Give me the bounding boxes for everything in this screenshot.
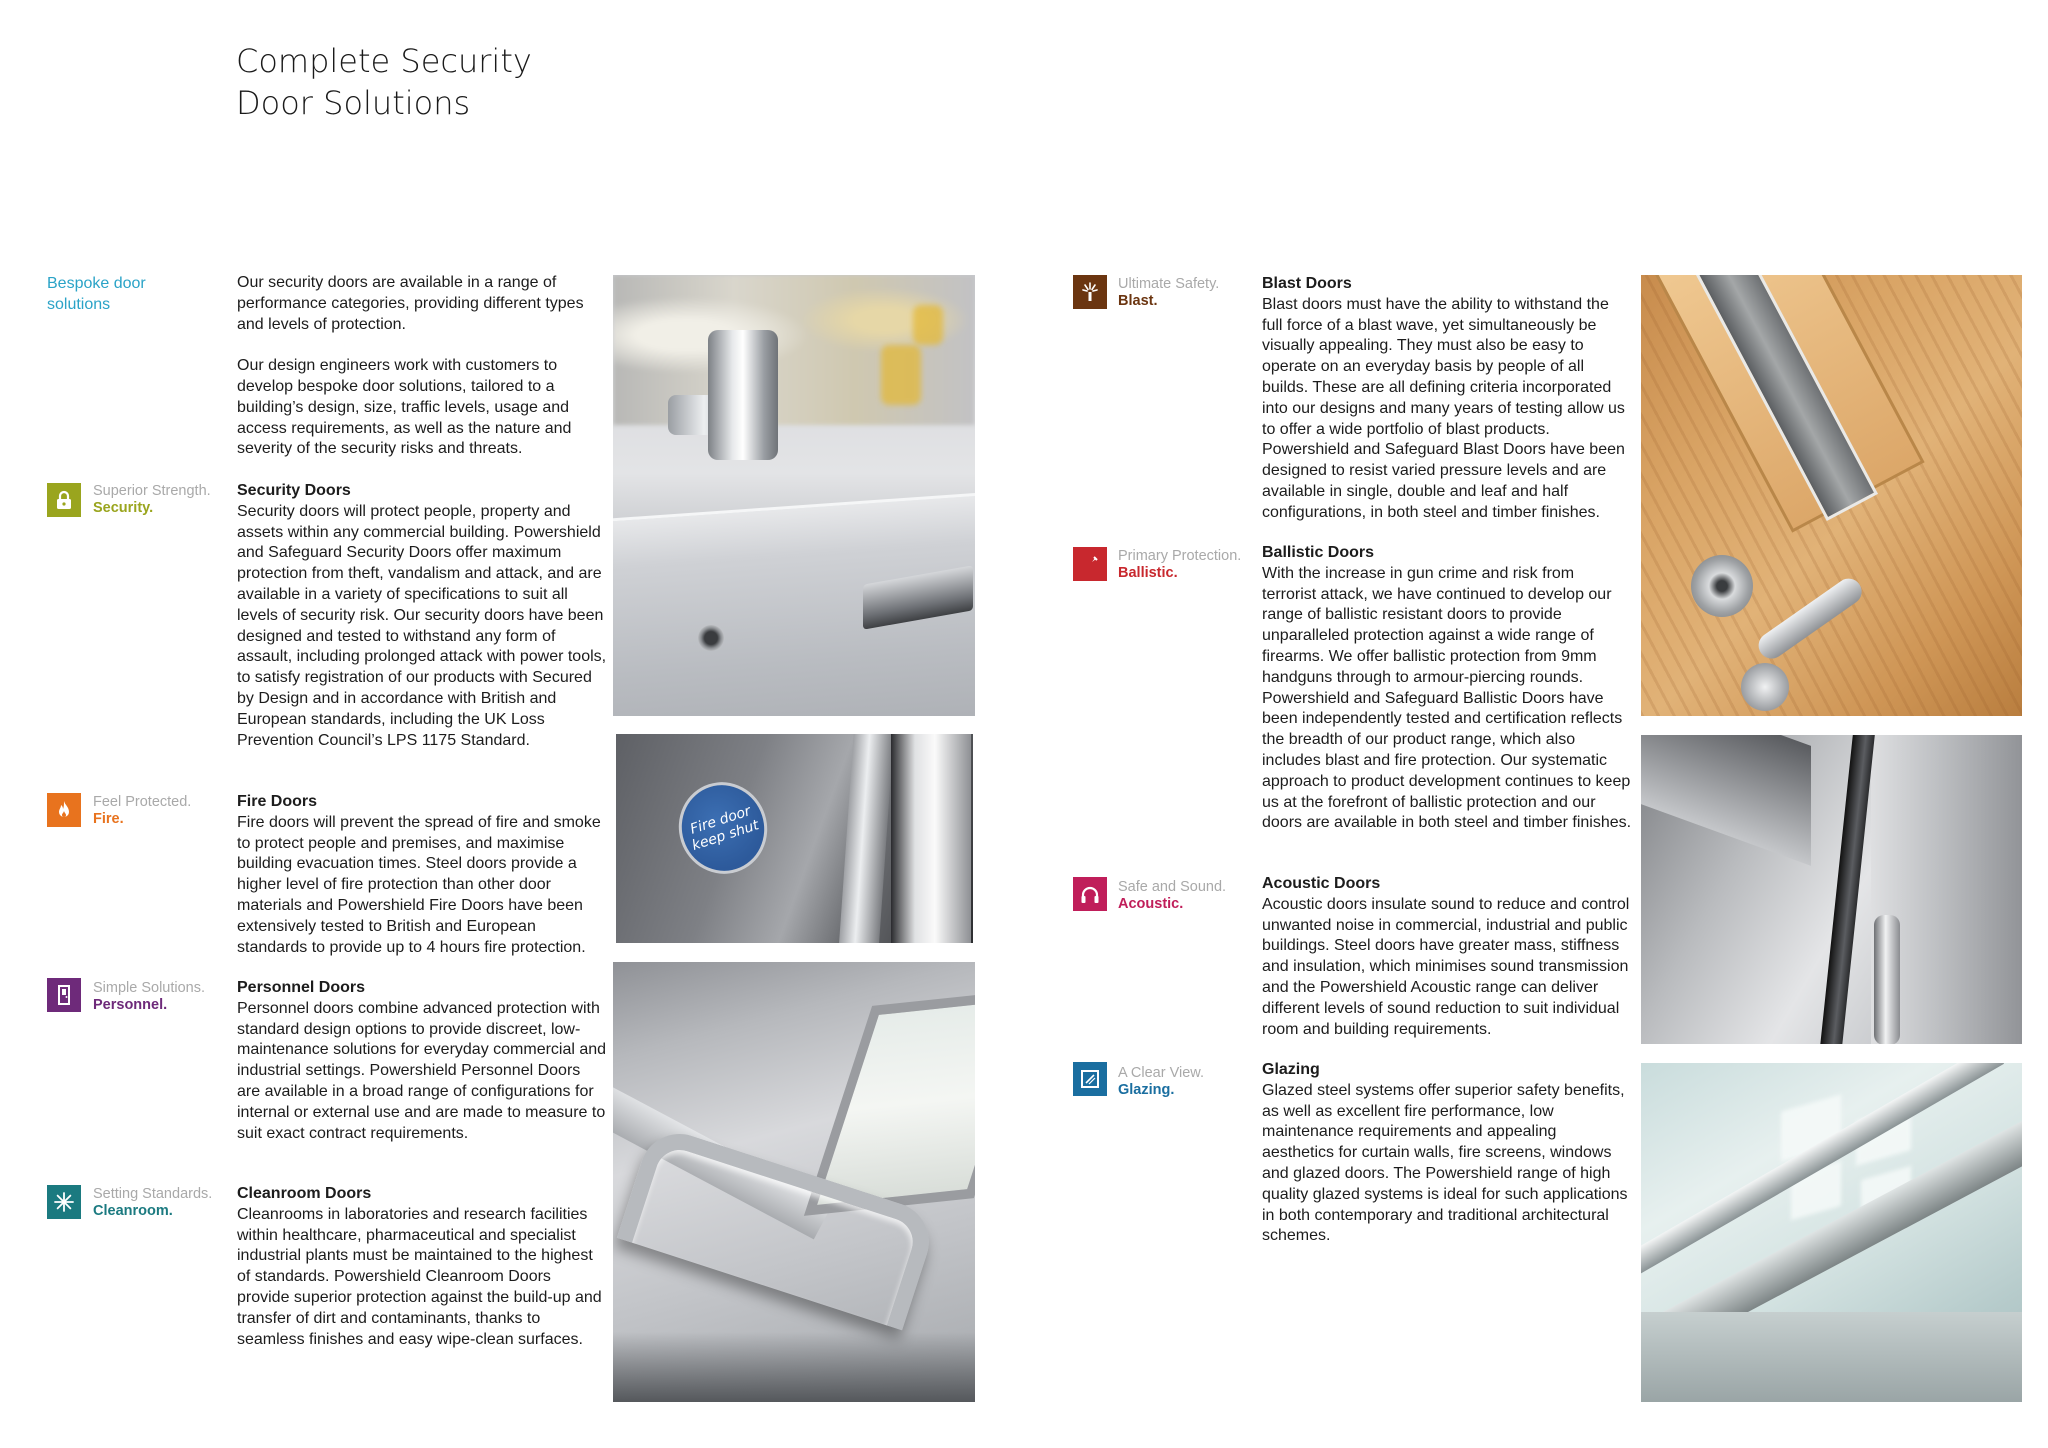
fire-text: Fire doors will prevent the spread of fire and smoke to protect people and premises, and maximise building evacuation times. Steel doors provide a higher level of fire protection than other door materials and Powershield Fire Doors have been extensively tested to British and European standards to provide up to 4 hours fire protection.: [237, 813, 601, 956]
fire-category: Fire.: [93, 811, 124, 827]
cleanroom-text: Cleanrooms in laboratories and research facilities within healthcare, pharmaceutical and specialist industrial plants must be maintained to the highest of standards. Powershield Cleanroom Doors provide superior protection against the build-up and transfer of dirt and contaminants, thanks to seamless finishes and easy wipe-clean surfaces.: [237, 1205, 602, 1348]
glazing-section: [1262, 1060, 1632, 1247]
acoustic-heading: Acoustic Doors: [1262, 875, 1381, 892]
photo-security-lock: [613, 275, 975, 716]
personnel-heading: Personnel Doors: [237, 979, 366, 996]
personnel-text: Personnel doors combine advanced protection with standard design options to provide discreet, low-maintenance solutions for everyday commercial and industrial settings. Powershield Personnel Doors are available in a broad range of configurations for internal or external use and are made to measure to suit exact contract requirements.: [237, 999, 607, 1142]
page-title-line-2: Door Solutions: [236, 84, 471, 122]
acoustic-tagline: [1118, 879, 1226, 913]
security-section: [237, 481, 607, 751]
page-title: [236, 40, 532, 124]
ballistic-text: With the increase in gun crime and risk from terrorist attack, we have continued to develop our range of ballistic resistant doors to provide unparalleled protection against a wide range of firearms. We offer ballistic protection from 9mm handguns through to armour-piercing rounds. Powershield and Safeguard Ballistic Doors have been independently tested and certification reflects the breadth of our product range, which also includes blast and fire protection. Our systematic approach to product development continues to keep us at the forefront of ballistic protection and our doors are available in both steel and timber finishes.: [1262, 564, 1632, 832]
glazing-category: Glazing.: [1118, 1082, 1175, 1098]
photo-timber-door: [1641, 275, 2022, 716]
fire-section: [237, 792, 607, 958]
intro-label: Bespoke door solutions: [47, 275, 146, 313]
cleanroom-tagline-text: Setting Standards.: [93, 1186, 213, 1202]
photo-glazed-screen: [1641, 1063, 2022, 1402]
cleanroom-tagline: [93, 1186, 212, 1220]
security-text: Security doors will protect people, property and assets within any commercial building. Powershield and Safeguard Security Doors offer maximum protection from theft, vandalism and attack, and are available in a variety of specifications to suit all levels of security risk. Our security doors have been designed and tested to withstand any form of assault, including prolonged attack with power tools, to satisfy registration of our products with Secured by Design and in accordance with British and European standards, including the UK Loss Prevention Council’s LPS 1175 Standard.: [237, 502, 607, 749]
glazing-text: Glazed steel systems offer superior safety benefits, as well as excellent fire performance, low maintenance requirements and appealing aesthetics for curtain walls, fire screens, windows and glazed doors. The Powershield range of high quality glazed systems is ideal for such applications in both contemporary and traditional architectural schemes.: [1262, 1081, 1628, 1245]
glazing-tagline: [1118, 1065, 1204, 1099]
fire-tagline-text: Feel Protected.: [93, 794, 192, 810]
flame-icon: [47, 793, 81, 827]
intro-paragraph-1: Our security doors are available in a range of performance categories, providing different types and levels of protection.: [237, 274, 584, 333]
personnel-category: Personnel.: [93, 997, 168, 1013]
page-title-line-1: Complete Security: [236, 42, 532, 80]
bullet-icon: [1073, 547, 1107, 581]
ballistic-heading: Ballistic Doors: [1262, 544, 1375, 561]
blast-tagline-text: Ultimate Safety.: [1118, 276, 1220, 292]
door-icon: [47, 978, 81, 1012]
personnel-section: [237, 978, 607, 1144]
security-tagline: [93, 483, 211, 517]
glazing-heading: Glazing: [1262, 1061, 1320, 1078]
blast-heading: Blast Doors: [1262, 275, 1352, 292]
fire-door-sign: [667, 771, 779, 886]
ballistic-tagline-text: Primary Protection.: [1118, 548, 1242, 564]
photo-door-hinge: [1641, 735, 2022, 1044]
glazing-tagline-text: A Clear View.: [1118, 1065, 1204, 1081]
sparkle-icon: [47, 1185, 81, 1219]
intro-text: [237, 273, 607, 460]
blast-section: [1262, 274, 1632, 524]
ballistic-section: [1262, 543, 1632, 834]
security-tagline-text: Superior Strength.: [93, 483, 211, 499]
photo-steel-door-handle: [613, 962, 975, 1402]
cleanroom-section: [237, 1184, 607, 1350]
acoustic-category: Acoustic.: [1118, 896, 1184, 912]
security-heading: Security Doors: [237, 482, 351, 499]
intro-paragraph-2: Our design engineers work with customers to develop bespoke door solutions, tailored to a building’s design, size, traffic levels, usage and access requirements, as well as the nature and severity of the security risks and threats.: [237, 357, 572, 458]
cleanroom-category: Cleanroom.: [93, 1203, 173, 1219]
photo-fire-door-sign: [616, 734, 973, 943]
blast-tagline: [1118, 276, 1219, 310]
security-category: Security.: [93, 500, 154, 516]
headphones-icon: [1073, 877, 1107, 911]
explosion-icon: [1073, 275, 1107, 309]
acoustic-text: Acoustic doors insulate sound to reduce and control unwanted noise in commercial, industrial and public buildings. Steel doors have greater mass, stiffness and insulation, which minimises sound transmission and the Powershield Acoustic range can deliver different levels of sound reduction to suit individual room and building requirements.: [1262, 895, 1630, 1038]
personnel-tagline: [93, 980, 205, 1014]
padlock-icon: [47, 483, 81, 517]
ballistic-category: Ballistic.: [1118, 565, 1178, 581]
acoustic-tagline-text: Safe and Sound.: [1118, 879, 1227, 895]
window-icon: [1073, 1062, 1107, 1096]
fire-heading: Fire Doors: [237, 793, 318, 810]
fire-door-sign-text: Fire door keep shut: [688, 803, 761, 854]
blast-category: Blast.: [1118, 293, 1158, 309]
blast-text: Blast doors must have the ability to withstand the full force of a blast wave, yet simultaneously be visually appealing. They must also be easy to operate on an everyday basis by people of all builds. These are all defining criteria incorporated into our designs and many years of testing allow us to offer a wide portfolio of blast products. Powershield and Safeguard Blast Doors have been designed to resist varied pressure levels and are available in single, double and leaf and half configurations, in both steel and timber finishes.: [1262, 295, 1625, 521]
cleanroom-heading: Cleanroom Doors: [237, 1185, 372, 1202]
fire-tagline: [93, 794, 191, 828]
acoustic-section: [1262, 874, 1632, 1040]
ballistic-tagline: [1118, 548, 1241, 582]
personnel-tagline-text: Simple Solutions.: [93, 980, 206, 996]
